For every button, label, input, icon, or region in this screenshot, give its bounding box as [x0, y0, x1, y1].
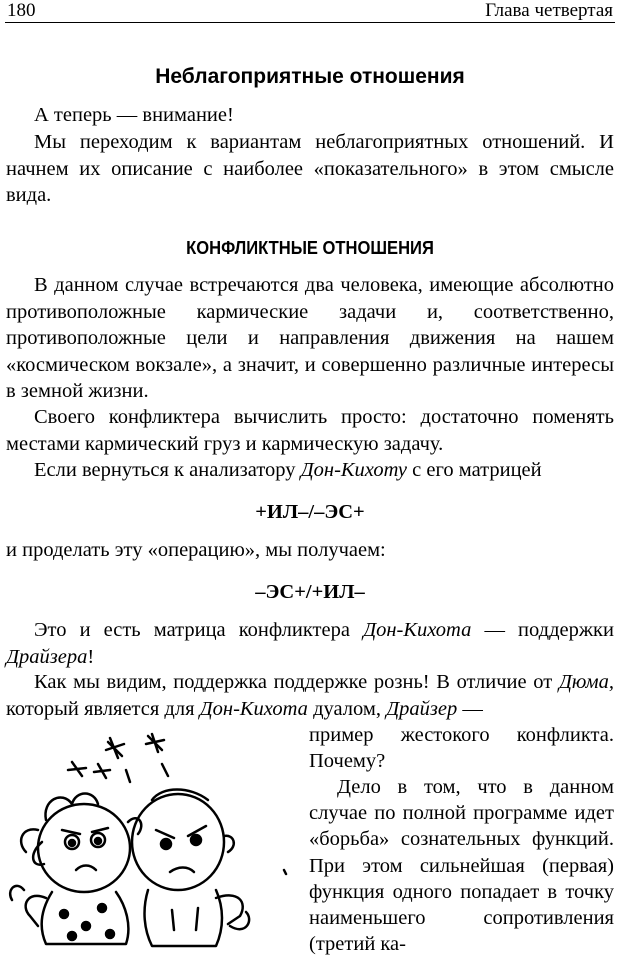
boy-figure-icon — [132, 790, 249, 947]
star-burst-icon — [68, 734, 168, 782]
children-conflict-illustration — [2, 730, 298, 952]
subsection-title: КОНФЛИКТНЫЕ ОТНОШЕНИЯ — [186, 238, 434, 258]
body-paragraph-conflicter-matrix — [6, 617, 614, 670]
body-paragraph-support-difference — [6, 669, 614, 722]
matrix-formula-1: +ИЛ–/–ЭС+ — [255, 501, 365, 523]
intro-paragraph-1: А теперь — внимание! — [34, 104, 234, 126]
girl-figure-icon — [10, 794, 141, 945]
p8-mid-2: дуалом, — [307, 697, 387, 720]
p7-italic-dreiser: Драйзера — [6, 645, 88, 668]
p7-end: ! — [87, 645, 95, 668]
p8-italic-don-quixote: Дон-Кихота — [199, 697, 308, 720]
body-paragraph-conflict-definition: В данном случае встречаются два человека, имеющие абсолютно противоположные кармические задачи и, соответственно, противоположные цели и направления движения на нашем «космическом вокзале», а значит, и совершенно различные интересы в земной жизни. — [6, 274, 614, 402]
p8-start: Как мы видим, поддержка поддержке рознь! В отличие от — [34, 671, 559, 693]
p7-start: Это и есть матрица конфликтера — [34, 619, 364, 641]
small-dot-mark — [284, 870, 286, 874]
page-header — [5, 0, 615, 23]
p7-italic-don-quixote: Дон-Кихота — [363, 619, 472, 641]
body-paragraph-operation: и проделать эту «операцию», мы получаем: — [6, 539, 386, 561]
p5-italic-don-quixote: Дон-Кихоту — [300, 459, 408, 481]
matrix-formula-2: –ЭС+/+ИЛ– — [255, 581, 365, 603]
p7-mid: — поддержки — [471, 619, 614, 641]
running-head: Глава четвертая — [485, 0, 613, 21]
p8-mid-1: который является для — [6, 697, 200, 720]
section-title: Неблагоприятные отношения — [155, 65, 465, 88]
p5-start: Если вернуться к анализатору — [34, 459, 301, 481]
body-paragraph-analyzer — [6, 457, 614, 484]
intro-paragraph-2: Мы переходим к вариантам неблагоприятных отношений. И начнем их описание с наиболее «показательного» в этом смысле вида. — [6, 131, 614, 206]
p8-italic-dreiser: Драйзер — [386, 697, 458, 720]
p8-italic-dumas: Дюма, — [558, 671, 614, 693]
right-column-conflict-example: пример жестокого конфликта. Почему? — [309, 724, 614, 773]
page-number: 180 — [7, 0, 36, 21]
p8-end: — — [457, 697, 483, 720]
body-paragraph-calculation: Своего конфликтера вычислить просто: достаточно поменять местами кармический груз и кармическую задачу. — [6, 406, 614, 455]
right-column-explanation: Дело в том, что в данном случае по полной программе идет «борьба» сознательных функций. При этом сильнейшая (первая) функция одного попадает в точку наименьшего сопротивления (третий ка- — [309, 776, 614, 956]
p5-end: с его матрицей — [407, 459, 542, 481]
